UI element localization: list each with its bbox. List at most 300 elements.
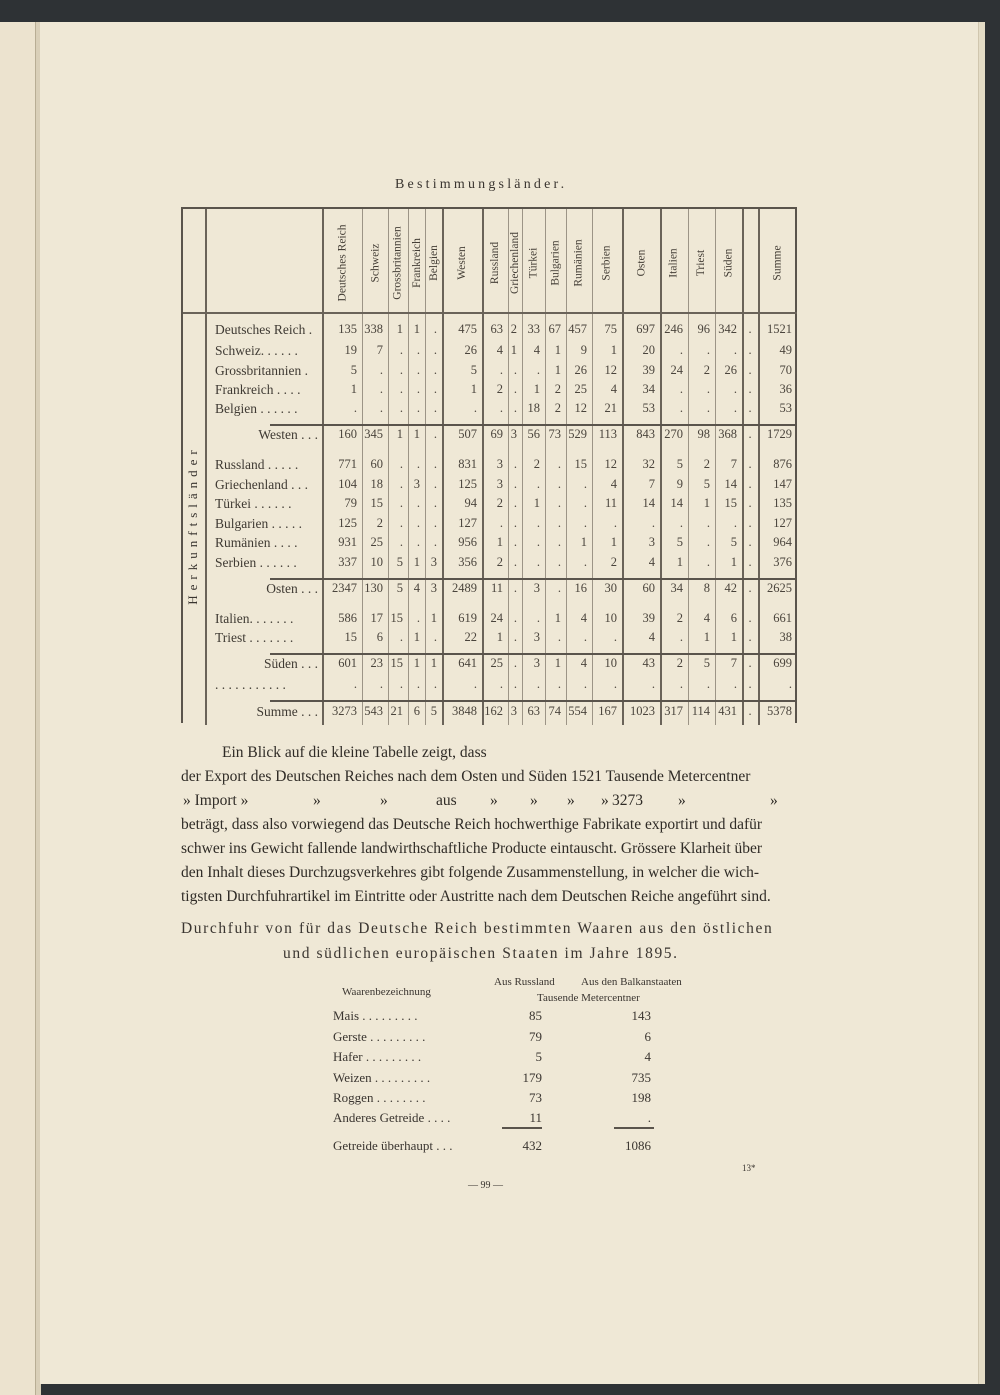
table-cell: 69 — [490, 427, 503, 441]
table-cell: 10 — [604, 611, 617, 625]
table-cell: 36 — [779, 382, 792, 396]
table-cell: 67 — [548, 322, 561, 336]
table-cell: 15 — [370, 496, 383, 510]
column-header-text: Grossbritannien — [392, 226, 404, 300]
table-cell: . — [706, 535, 710, 549]
table-cell: . — [513, 535, 517, 549]
table2-balkan-value: 4 — [644, 1049, 651, 1064]
page-number: — 99 — — [468, 1180, 503, 1191]
table-cell: . — [613, 677, 617, 691]
table-cell: 94 — [464, 496, 477, 510]
table-cell: . — [416, 677, 420, 691]
table-cell: . — [733, 382, 737, 396]
table-cell: . — [679, 343, 683, 357]
table-cell: . — [513, 630, 517, 644]
table-cell: . — [416, 496, 420, 510]
column-header — [322, 213, 362, 313]
table-cell: 4 — [610, 477, 617, 491]
table-cell: 25 — [574, 382, 587, 396]
table-cell: 843 — [636, 427, 655, 441]
table-cell: . — [748, 382, 752, 396]
table-cell: 4 — [580, 656, 587, 670]
paragraph-line: tigsten Durchfuhrartikel im Eintritte oder Austritte nach dem Deutschen Reiche angeführt sind. — [181, 888, 771, 905]
table-cell: . — [416, 457, 420, 471]
table-cell: 39 — [642, 611, 655, 625]
table-cell: 2 — [610, 555, 617, 569]
table-cell: 1023 — [630, 704, 655, 718]
table-cell: 4 — [580, 611, 587, 625]
table-cell: 1 — [430, 611, 437, 625]
ditto-text: » — [530, 792, 538, 809]
table-cell: 20 — [642, 343, 655, 357]
table2-header-russland: Aus Russland — [494, 976, 555, 988]
table-cell: 34 — [642, 382, 655, 396]
table2-russland-value: 179 — [522, 1070, 542, 1085]
table2-total-label: Getreide überhaupt . . . — [333, 1138, 453, 1153]
table-cell: . — [399, 382, 403, 396]
table-cell: 641 — [458, 656, 477, 670]
table-cell: 127 — [458, 516, 477, 530]
table-cell: 5 — [396, 555, 403, 569]
table-cell: 26 — [574, 363, 587, 377]
table-cell: 1 — [554, 611, 561, 625]
table-cell: . — [748, 535, 752, 549]
column-header — [442, 213, 482, 313]
table-cell: 342 — [718, 322, 737, 336]
table-cell: . — [679, 516, 683, 530]
table-cell: 34 — [670, 581, 683, 595]
table-cell: 1 — [730, 555, 737, 569]
column-header — [408, 213, 425, 313]
table-cell: 73 — [548, 427, 561, 441]
column-header — [758, 213, 797, 313]
table-cell: 337 — [338, 555, 357, 569]
table-cell: 345 — [364, 427, 383, 441]
table-cell: 2489 — [452, 581, 477, 595]
column-header — [508, 213, 522, 313]
column-header-text: Bulgarien — [549, 240, 562, 286]
table-cell: 60 — [642, 581, 655, 595]
table-cell: 11 — [604, 496, 617, 510]
column-header-text: Griechenland — [509, 232, 522, 294]
table2-balkan-value: 6 — [644, 1029, 651, 1044]
table-cell: . — [679, 382, 683, 396]
table2-title-line2: und südlichen europäischen Staaten im Jahre 1895. — [283, 945, 679, 962]
table-cell: 127 — [773, 516, 792, 530]
table-cell: . — [513, 457, 517, 471]
row-label: Frankreich . . . . — [215, 382, 301, 397]
table-cell: . — [433, 401, 437, 415]
table-cell: . — [416, 363, 420, 377]
table-cell: 876 — [773, 457, 792, 471]
table-cell: 3 — [648, 535, 655, 549]
table-cell: 3 — [496, 457, 503, 471]
table-cell: . — [536, 535, 540, 549]
table-cell: . — [748, 363, 752, 377]
row-label: Rumänien . . . . — [215, 535, 298, 550]
table2-balkan-value: . — [647, 1110, 651, 1125]
table-cell: 1 — [580, 535, 587, 549]
table-cell: . — [433, 343, 437, 357]
table-cell: . — [557, 677, 561, 691]
table-cell: 113 — [598, 427, 617, 441]
table-cell: . — [433, 427, 437, 441]
table-cell: . — [748, 427, 752, 441]
table-cell: 246 — [664, 322, 683, 336]
table-cell: . — [433, 630, 437, 644]
table-cell: . — [733, 401, 737, 415]
table-cell: . — [473, 677, 477, 691]
table-cell: 104 — [338, 477, 357, 491]
table-cell: 1 — [533, 496, 540, 510]
row-label: Griechenland . . . — [215, 477, 308, 492]
paragraph-line: beträgt, dass also vorwiegend das Deutsche Reich hochwerthige Fabrikate exportirt und dafür — [181, 816, 763, 833]
column-header — [688, 213, 715, 313]
table-cell: 43 — [642, 656, 655, 670]
table-cell: 1 — [730, 630, 737, 644]
table-cell: . — [748, 457, 752, 471]
table-cell: 4 — [610, 382, 617, 396]
table-cell: 1 — [396, 427, 403, 441]
table2-row-label: Mais . . . . . . . . . — [333, 1008, 418, 1023]
table-cell: 32 — [642, 457, 655, 471]
table-cell: . — [416, 516, 420, 530]
table-cell: 2 — [703, 457, 710, 471]
row-label: Türkei . . . . . . — [215, 496, 292, 511]
column-header — [362, 213, 388, 313]
column-header-text: Belgien — [427, 245, 440, 281]
table-cell: . — [557, 477, 561, 491]
table-cell: 1 — [413, 322, 420, 336]
table-cell: . — [748, 496, 752, 510]
table-cell: . — [651, 516, 655, 530]
table-cell: 3 — [496, 477, 503, 491]
table-cell: . — [748, 656, 752, 670]
table-cell: . — [433, 535, 437, 549]
ditto-text: » — [601, 792, 609, 809]
table-cell: 1 — [496, 535, 503, 549]
table-cell: 2 — [703, 363, 710, 377]
table-cell: . — [513, 382, 517, 396]
table-cell: 699 — [773, 656, 792, 670]
table-cell: . — [353, 401, 357, 415]
table-cell: . — [733, 677, 737, 691]
table-cell: 98 — [697, 427, 710, 441]
table-cell: 135 — [773, 496, 792, 510]
table-cell: 543 — [364, 704, 383, 718]
table-cell: . — [583, 516, 587, 530]
table-cell: . — [399, 535, 403, 549]
column-header-text: Frankreich — [410, 238, 423, 288]
table-cell: . — [583, 477, 587, 491]
table-cell: 5 — [350, 363, 357, 377]
column-header — [425, 213, 442, 313]
table-cell: 162 — [484, 704, 503, 718]
table-cell: . — [379, 363, 383, 377]
table-cell: . — [748, 704, 752, 718]
table-cell: 3 — [533, 630, 540, 644]
table-cell: . — [583, 496, 587, 510]
table-cell: 15 — [390, 656, 403, 670]
table-cell: . — [706, 516, 710, 530]
table-cell: 22 — [464, 630, 477, 644]
table-cell: 356 — [458, 555, 477, 569]
table2-balkan-value: 735 — [631, 1070, 651, 1085]
table-cell: 1 — [554, 363, 561, 377]
table-cell: 33 — [527, 322, 540, 336]
column-header-text: Türkei — [527, 247, 540, 279]
column-header — [482, 213, 508, 313]
table-cell: 601 — [338, 656, 357, 670]
table-cell: 15 — [344, 630, 357, 644]
table-cell: 1 — [554, 343, 561, 357]
ditto-text: aus — [436, 792, 457, 809]
table-cell: . — [416, 343, 420, 357]
table-cell: . — [748, 477, 752, 491]
table-cell: 21 — [390, 704, 403, 718]
paragraph-line: den Inhalt dieses Durchzugsverkehres gibt folgende Zusammenstellung, in welcher die wich- — [181, 864, 760, 881]
table-cell: 18 — [527, 401, 540, 415]
table-cell: 529 — [568, 427, 587, 441]
table2-header-unit: Tausende Metercentner — [537, 992, 640, 1004]
table-cell: . — [433, 496, 437, 510]
table-cell: 12 — [604, 457, 617, 471]
table-cell: 2 — [676, 611, 683, 625]
table-cell: . — [399, 630, 403, 644]
table-cell: 8 — [703, 581, 710, 595]
table-cell: . — [473, 401, 477, 415]
table-cell: . — [416, 535, 420, 549]
table-cell: 4 — [648, 555, 655, 569]
table-cell: . — [433, 677, 437, 691]
table-cell: 53 — [642, 401, 655, 415]
table-cell: 771 — [338, 457, 357, 471]
table-cell: 15 — [390, 611, 403, 625]
column-header — [660, 213, 688, 313]
table-cell: 53 — [779, 401, 792, 415]
table-cell: . — [536, 611, 540, 625]
table-cell: 17 — [370, 611, 383, 625]
table-cell: 1 — [703, 496, 710, 510]
column-header-text: Russland — [489, 241, 502, 285]
table-cell: 1 — [413, 630, 420, 644]
row-label: Russland . . . . . — [215, 457, 299, 472]
table-cell: 6 — [376, 630, 383, 644]
table-cell: . — [706, 555, 710, 569]
subtotal-rule — [270, 578, 797, 580]
table-cell: . — [399, 477, 403, 491]
table-cell: . — [416, 382, 420, 396]
row-label: Schweiz. . . . . . — [215, 343, 298, 358]
table-cell: 1 — [510, 343, 517, 357]
column-header-text: Italien — [668, 248, 680, 278]
table-cell: 4 — [496, 343, 503, 357]
row-label: Süden . . . — [264, 656, 318, 671]
table-cell: . — [679, 630, 683, 644]
table-cell: 317 — [664, 704, 683, 718]
table-cell: . — [513, 496, 517, 510]
row-label: Serbien . . . . . . — [215, 555, 297, 570]
ditto-text: » — [490, 792, 498, 809]
table-cell: . — [706, 382, 710, 396]
table-cell: . — [748, 611, 752, 625]
table-cell: . — [748, 343, 752, 357]
column-header-text: Osten — [635, 249, 647, 277]
table-cell: 7 — [730, 457, 737, 471]
table-cell: . — [748, 581, 752, 595]
table-cell: 23 — [370, 656, 383, 670]
table-cell: 1521 — [767, 322, 792, 336]
table-cell: 3 — [510, 427, 517, 441]
table2-row-label: Gerste . . . . . . . . . — [333, 1029, 426, 1044]
table-cell: 2347 — [332, 581, 357, 595]
table-cell: 5 — [676, 457, 683, 471]
column-header — [388, 213, 408, 313]
table-cell: 1 — [413, 427, 420, 441]
table-cell: . — [748, 630, 752, 644]
table-cell: 3 — [533, 581, 540, 595]
table-cell: 74 — [548, 704, 561, 718]
table-cell: 2 — [676, 656, 683, 670]
table-cell: . — [651, 677, 655, 691]
table-cell: 368 — [718, 427, 737, 441]
table-cell: . — [399, 677, 403, 691]
table-cell: 1 — [554, 656, 561, 670]
table-cell: . — [557, 555, 561, 569]
table-cell: . — [433, 363, 437, 377]
table-cell: 2 — [376, 516, 383, 530]
row-label: Triest . . . . . . . — [215, 630, 294, 645]
table-cell: 586 — [338, 611, 357, 625]
table-cell: 4 — [703, 611, 710, 625]
table-cell: 3 — [413, 477, 420, 491]
table-cell: . — [353, 677, 357, 691]
column-header-text: Schweiz — [369, 243, 381, 283]
table-cell: 554 — [568, 704, 587, 718]
table-cell: . — [557, 581, 561, 595]
table2-row-label: Anderes Getreide . . . . — [333, 1110, 451, 1125]
table-cell: 5 — [703, 477, 710, 491]
table-cell: . — [788, 677, 792, 691]
table-cell: 5 — [470, 363, 477, 377]
table-cell: 1 — [676, 555, 683, 569]
table-cell: 2 — [533, 457, 540, 471]
table-cell: . — [536, 363, 540, 377]
table-cell: 2 — [496, 555, 503, 569]
table-cell: 19 — [344, 343, 357, 357]
table-cell: 4 — [533, 343, 540, 357]
table-cell: 475 — [458, 322, 477, 336]
table-cell: 5 — [703, 656, 710, 670]
table-cell: 619 — [458, 611, 477, 625]
table-cell: 661 — [773, 611, 792, 625]
table-cell: 5378 — [767, 704, 792, 718]
table-cell: 507 — [458, 427, 477, 441]
subtotal-rule — [270, 700, 797, 702]
table-cell: 1 — [413, 555, 420, 569]
table-cell: 56 — [527, 427, 540, 441]
column-header-text: Westen — [456, 246, 468, 280]
table-cell: . — [399, 343, 403, 357]
table-cell: 60 — [370, 457, 383, 471]
table-cell: . — [416, 401, 420, 415]
table-cell: 5 — [676, 535, 683, 549]
table-cell: . — [706, 401, 710, 415]
ditto-text: » — [567, 792, 575, 809]
table-cell: 431 — [718, 704, 737, 718]
table-cell: 10 — [604, 656, 617, 670]
paragraph-line: der Export des Deutschen Reiches nach dem Osten und Süden 1521 Tausende Metercentner — [181, 768, 751, 785]
table-cell: . — [748, 516, 752, 530]
row-label: Westen . . . — [258, 427, 318, 442]
sum-rule-balkan — [614, 1127, 654, 1129]
table-cell: . — [748, 677, 752, 691]
row-label: Summe . . . — [256, 704, 318, 719]
table-cell: . — [557, 516, 561, 530]
table-cell: 14 — [642, 496, 655, 510]
table-cell: 3273 — [332, 704, 357, 718]
table-cell: . — [499, 677, 503, 691]
table-cell: . — [557, 630, 561, 644]
table-cell: 24 — [490, 611, 503, 625]
table-cell: 26 — [464, 343, 477, 357]
table-cell: . — [613, 630, 617, 644]
table-cell: . — [583, 630, 587, 644]
table-cell: . — [513, 401, 517, 415]
column-header — [566, 213, 592, 313]
table-cell: 16 — [574, 581, 587, 595]
table-cell: 1 — [533, 382, 540, 396]
table-cell: 1 — [430, 656, 437, 670]
table-cell: 9 — [676, 477, 683, 491]
row-label: Italien. . . . . . . — [215, 611, 294, 626]
column-header-text: Triest — [695, 249, 708, 277]
table2-russland-value: 73 — [529, 1090, 542, 1105]
table-cell: . — [748, 401, 752, 415]
table-cell: 125 — [338, 516, 357, 530]
table-cell: . — [399, 457, 403, 471]
table-cell: 21 — [604, 401, 617, 415]
table-cell: 1 — [350, 382, 357, 396]
table-cell: 10 — [370, 555, 383, 569]
table-cell: . — [513, 677, 517, 691]
table-cell: 9 — [580, 343, 587, 357]
table-cell: 7 — [730, 656, 737, 670]
table-cell: . — [513, 611, 517, 625]
table-cell: 3848 — [452, 704, 477, 718]
table-cell: 26 — [724, 363, 737, 377]
table-cell: . — [399, 363, 403, 377]
table-cell: . — [499, 516, 503, 530]
table-cell: 831 — [458, 457, 477, 471]
table-cell: . — [679, 677, 683, 691]
table-title: Bestimmungsländer. — [395, 177, 568, 192]
table-cell: 114 — [691, 704, 710, 718]
row-label: . . . . . . . . . . . — [215, 677, 286, 692]
table-cell: 1 — [470, 382, 477, 396]
table-cell: 24 — [670, 363, 683, 377]
table-cell: 1 — [413, 656, 420, 670]
row-label: Grossbritannien . — [215, 363, 308, 378]
table-cell: 376 — [773, 555, 792, 569]
table2-russland-value: 11 — [529, 1110, 542, 1125]
ditto-text: » Import » — [183, 792, 249, 809]
table-cell: 1 — [703, 630, 710, 644]
table-cell: 79 — [344, 496, 357, 510]
table2-row-label: Weizen . . . . . . . . . — [333, 1070, 431, 1085]
ditto-text: » — [678, 792, 686, 809]
table2-russland-value: 85 — [529, 1008, 542, 1023]
